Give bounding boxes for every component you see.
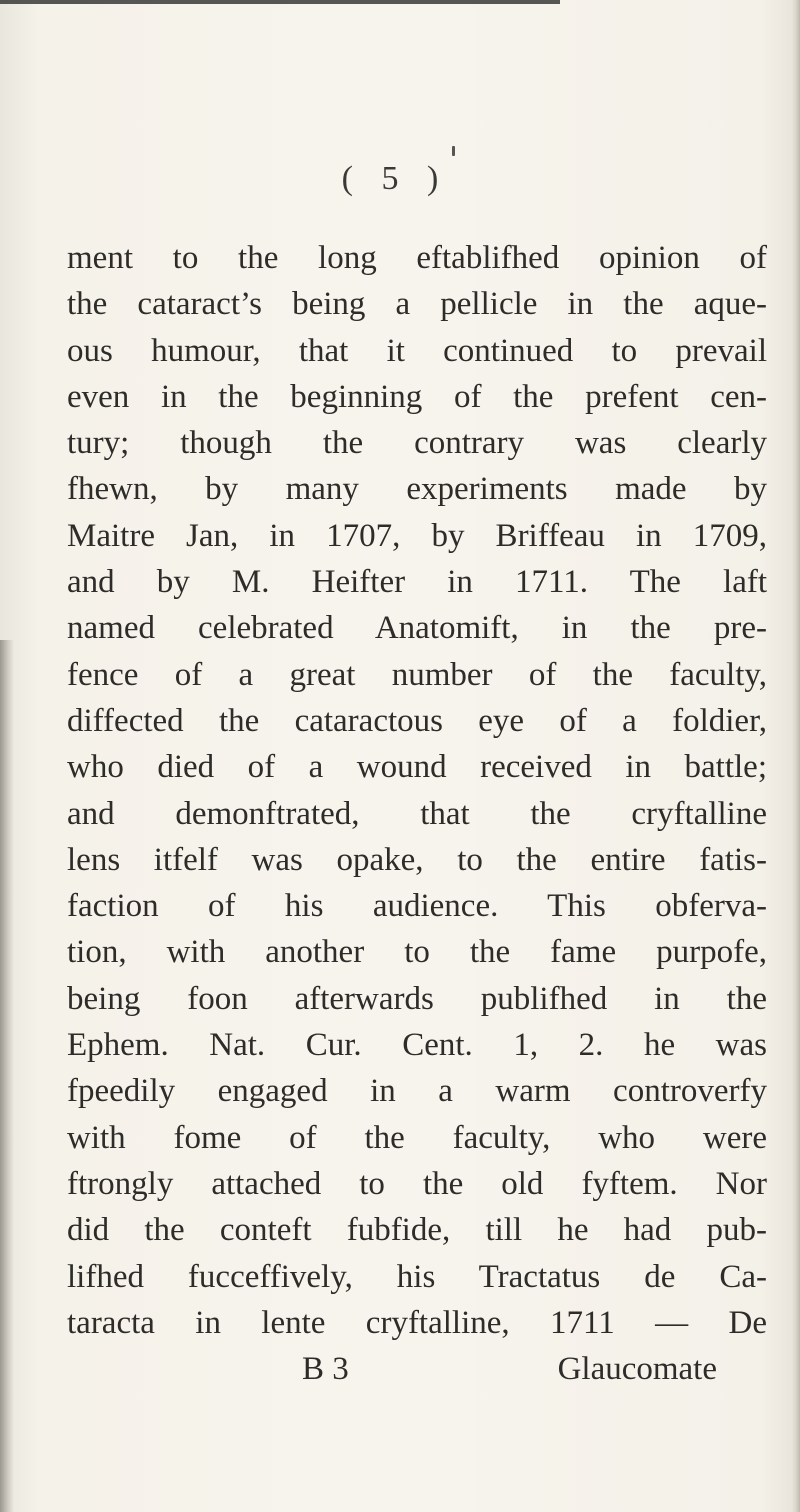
binding-shadow [0, 640, 14, 1512]
text-line: and by M. Heifter in 1711. The laft [67, 564, 767, 601]
text-line: faction of his audience. This obferva- [67, 888, 767, 925]
text-line: tion, with another to the fame purpofe, [67, 934, 767, 971]
text-line: who died of a wound received in battle; [67, 749, 767, 786]
text-line: being foon afterwards publifhed in the [67, 980, 767, 1017]
text-line: ment to the long eftablifhed opinion of [67, 240, 767, 276]
text-line: with fome of the faculty, who were [67, 1119, 767, 1156]
text-line: ous humour, that it continued to prevail [67, 332, 767, 369]
text-line: tury; though the contrary was clearly [67, 425, 767, 462]
text-line: fence of a great number of the faculty, [67, 656, 767, 693]
text-line: did the conteft fubfide, till he had pub- [67, 1212, 767, 1249]
text-line: ftrongly attached to the old fyftem. Nor [67, 1165, 767, 1202]
ink-speck [452, 146, 455, 156]
text-line: fhewn, by many experiments made by [67, 471, 767, 508]
text-line: named celebrated Anatomift, in the pre- [67, 610, 767, 647]
text-line: Maitre Jan, in 1707, by Briffeau in 1709, [67, 517, 767, 554]
catchword: Glaucomate [557, 1351, 717, 1388]
footer-row [67, 1346, 767, 1392]
top-edge-rule [0, 0, 560, 4]
text-line: the cataract’s being a pellicle in the aque- [67, 286, 767, 323]
text-line: and demonftrated, that the cryftalline [67, 795, 767, 832]
body-text [67, 235, 767, 1392]
signature-mark: B 3 [302, 1351, 349, 1388]
text-line: diffected the cataractous eye of a foldier, [67, 702, 767, 739]
text-line: Ephem. Nat. Cur. Cent. 1, 2. he was [67, 1027, 767, 1064]
text-line: lifhed fucceffively, his Tractatus de Ca- [67, 1258, 767, 1295]
text-line: even in the beginning of the prefent cen- [67, 378, 767, 415]
text-line: lens itfelf was opake, to the entire fatis- [67, 841, 767, 878]
text-line: taracta in lente cryftalline, 1711 — De [67, 1304, 767, 1341]
page-number: ( 5 ) [341, 160, 449, 197]
page-edge [792, 0, 800, 1512]
text-line: fpeedily engaged in a warm controverfy [67, 1073, 767, 1110]
